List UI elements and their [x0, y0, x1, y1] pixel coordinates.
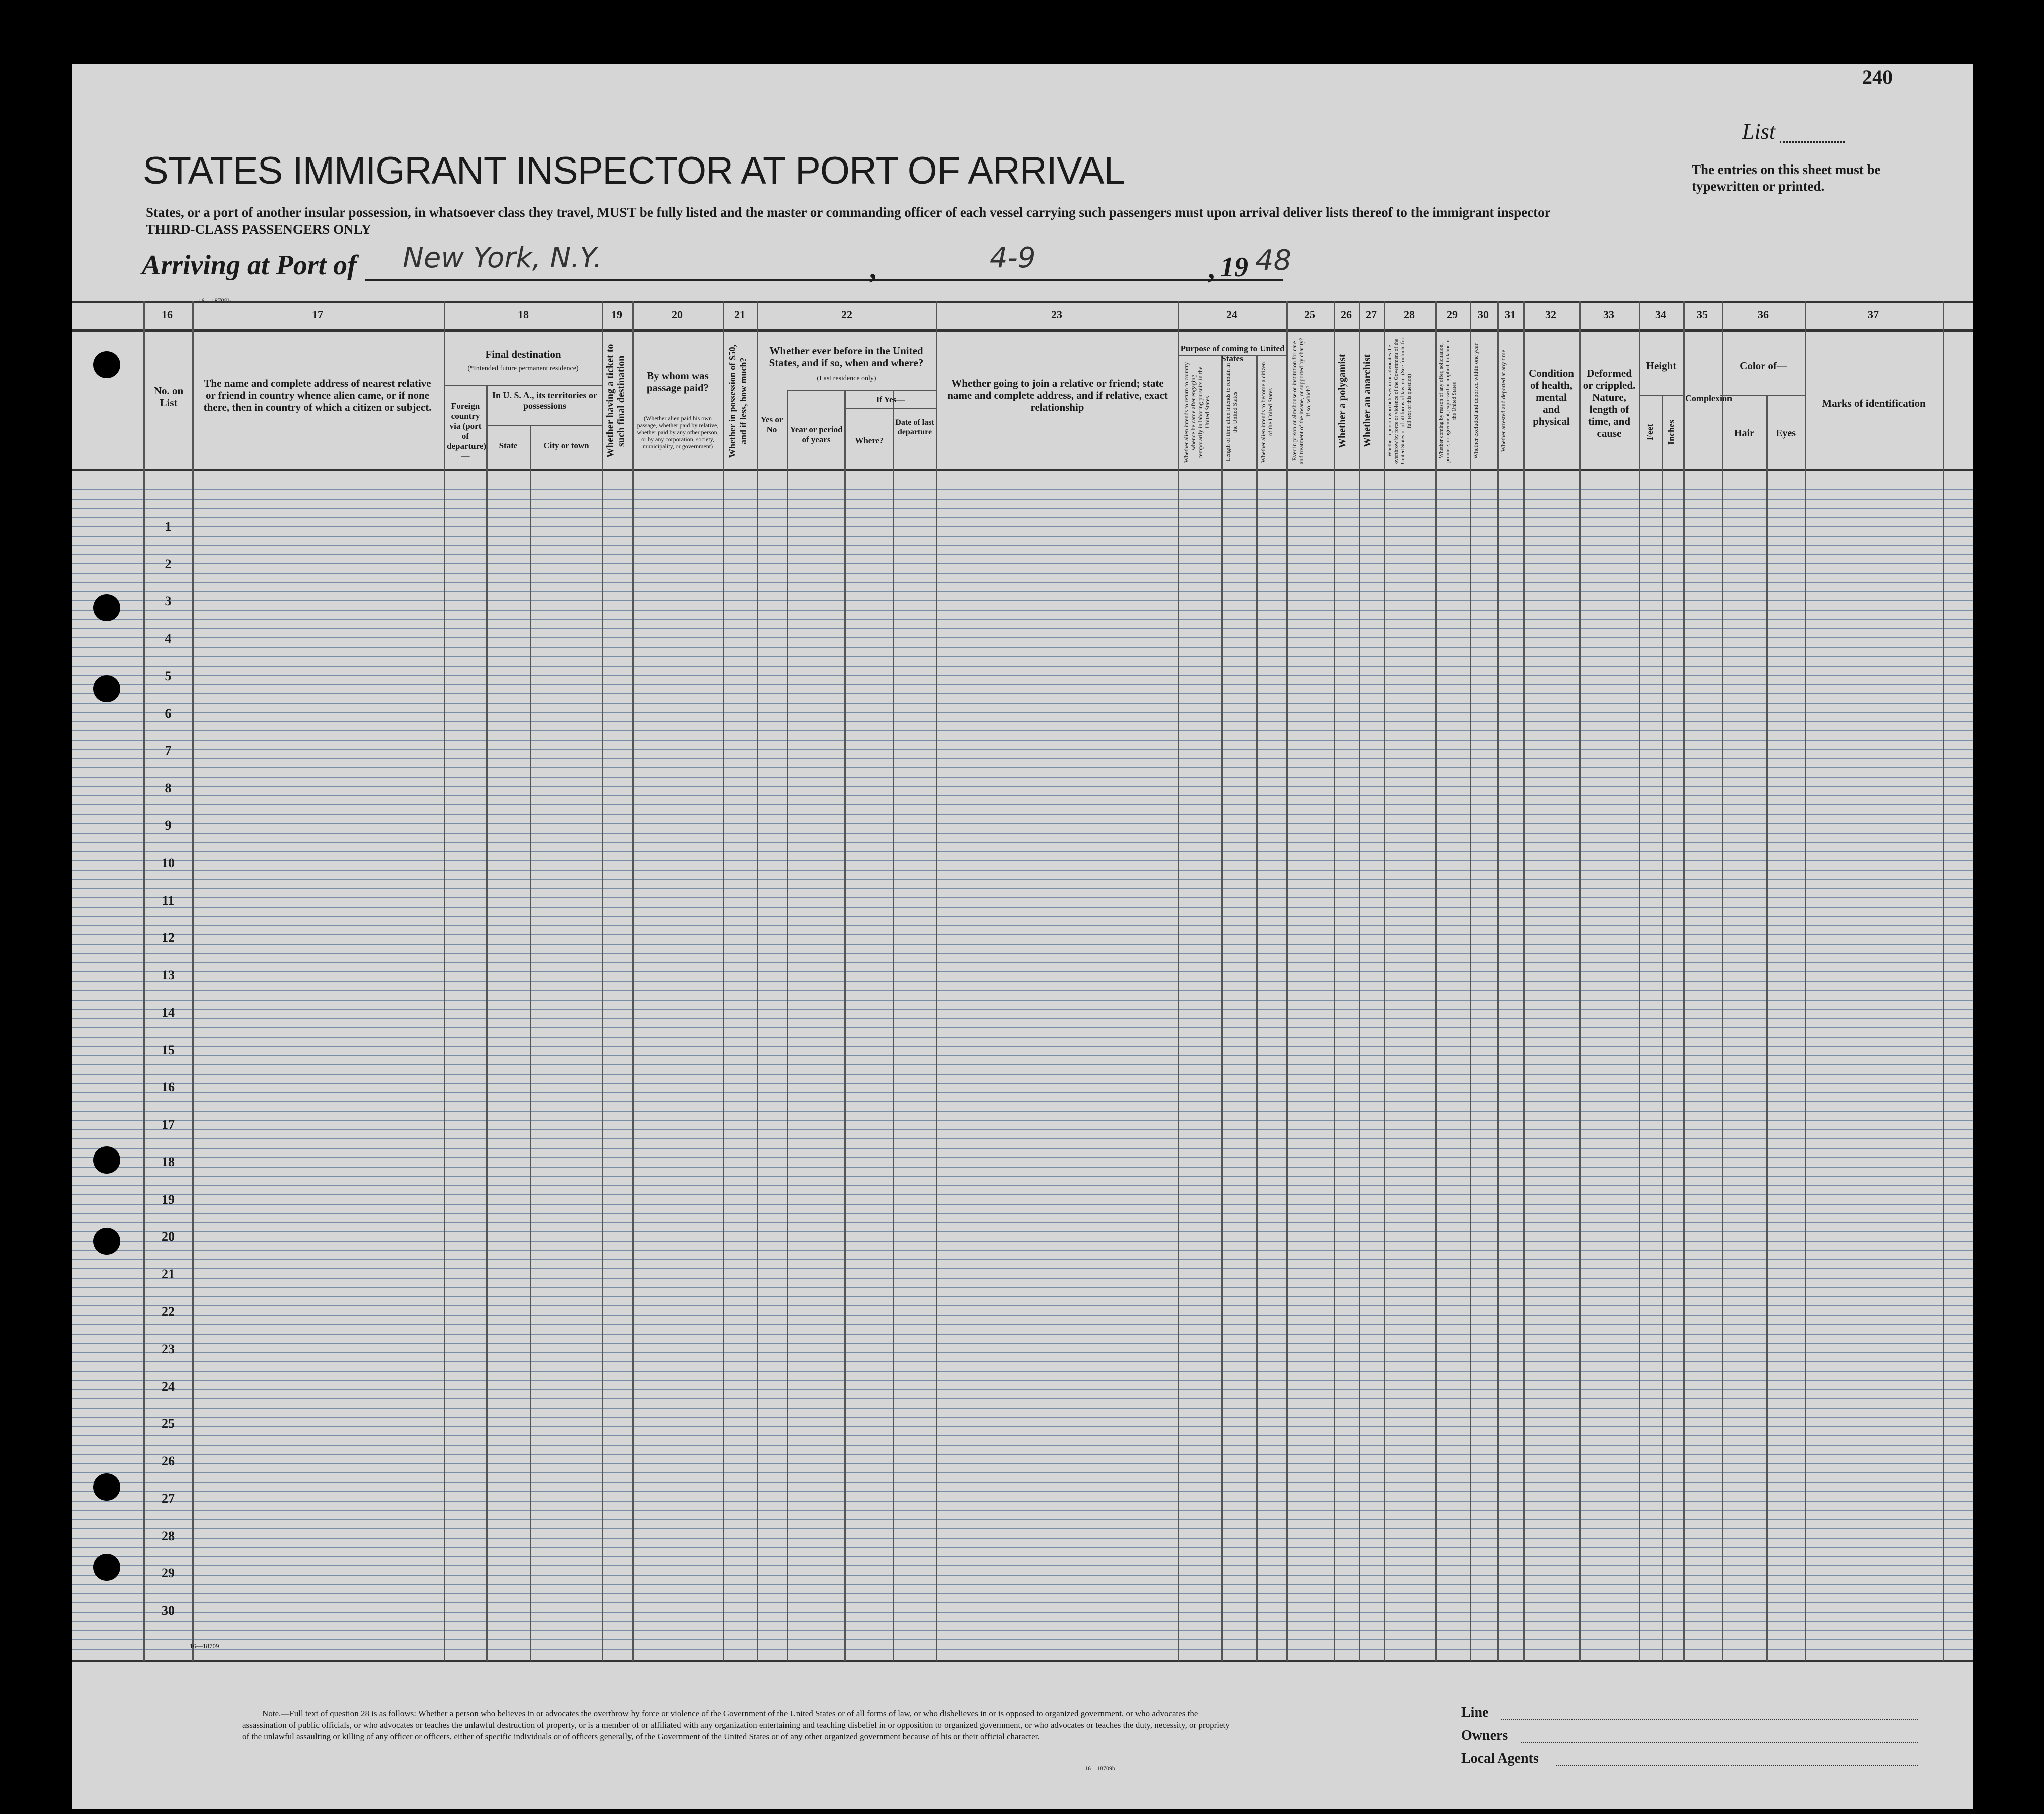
- vrule-35: [1683, 301, 1685, 1661]
- c21-header: Whether in possession of $50, and if less, how much?: [727, 344, 748, 458]
- ruled-line: [72, 962, 1973, 963]
- row-number: 25: [162, 1416, 175, 1431]
- ruled-line: [72, 1426, 1973, 1427]
- ruled-line: [72, 1435, 1973, 1436]
- c34-subrule: [1639, 395, 1683, 396]
- ruled-line: [72, 1074, 1973, 1075]
- ruled-line: [72, 925, 1973, 926]
- line-label: Line: [1461, 1705, 1489, 1720]
- ruled-line: [72, 1027, 1973, 1028]
- ruled-line: [72, 1000, 1973, 1001]
- punch-hole: [93, 675, 120, 702]
- ruled-line: [72, 1612, 1973, 1613]
- punch-hole: [93, 1146, 120, 1174]
- ruled-line: [72, 971, 1973, 972]
- column-number: 30: [1478, 308, 1489, 321]
- c18-header: Final destination: [485, 348, 561, 360]
- c34-feet: Feet: [1645, 424, 1655, 441]
- ruled-line: [72, 1556, 1973, 1557]
- vrule-18c: [530, 425, 531, 1661]
- column-number: 24: [1226, 308, 1237, 321]
- c22-yesno: Yes or No: [760, 415, 783, 434]
- ruled-line: [72, 1352, 1973, 1353]
- c34-inches: Inches: [1666, 420, 1676, 445]
- column-number: 33: [1603, 308, 1614, 321]
- ruled-line: [72, 888, 1973, 889]
- ruled-line: [72, 1510, 1973, 1511]
- vrule-16: [143, 301, 145, 1661]
- ruled-line: [72, 730, 1973, 731]
- row-number: 24: [162, 1379, 175, 1394]
- ruled-line: [72, 517, 1973, 518]
- c20-note: (Whether alien paid his own passage, whether paid by relative, whether paid by any other person, or by any corporation, society, municipality, or government): [637, 415, 719, 450]
- ruled-line: [72, 1482, 1973, 1483]
- column-number: 23: [1051, 308, 1062, 321]
- ruled-line: [72, 1491, 1973, 1492]
- vrule-22b: [787, 390, 788, 1661]
- column-number: 16: [162, 308, 173, 321]
- vrule-31: [1497, 301, 1499, 1661]
- vrule-26: [1334, 301, 1335, 1661]
- ruled-line: [72, 860, 1973, 861]
- ruled-line: [72, 1463, 1973, 1464]
- row-number: 30: [162, 1603, 175, 1618]
- vrule-24: [1178, 301, 1179, 1661]
- ruled-line: [72, 1037, 1973, 1038]
- ruled-line: [72, 1167, 1973, 1168]
- ruled-line: [72, 1046, 1973, 1047]
- vrule-27: [1359, 301, 1360, 1661]
- ruled-line: [72, 536, 1973, 537]
- ruled-line: [72, 1120, 1973, 1121]
- ruled-line: [72, 647, 1973, 648]
- vrule-29: [1435, 301, 1437, 1661]
- form-number-note: 16—18709b: [1085, 1765, 1115, 1772]
- year-prefix: 19: [1220, 252, 1248, 283]
- line-field: [1501, 1719, 1918, 1720]
- vrule-18: [444, 301, 445, 1661]
- ruled-line: [72, 591, 1973, 592]
- ruled-line: [72, 1380, 1973, 1381]
- column-number: 17: [312, 308, 323, 321]
- ruled-line: [72, 675, 1973, 676]
- column-number: 34: [1655, 308, 1666, 321]
- ruled-line: [72, 508, 1973, 509]
- c24b-header: Length of time alien intends to remain in the United States: [1224, 363, 1238, 462]
- c23-header: Whether going to join a relative or friend; state name and complete address, and if relative, exact relationship: [947, 377, 1168, 413]
- ruled-line: [72, 758, 1973, 759]
- vrule-34: [1639, 301, 1640, 1661]
- c18-state-header: State: [499, 441, 518, 450]
- vrule-23: [936, 301, 937, 1661]
- row-number: 9: [165, 818, 172, 833]
- c22-year: Year or period of years: [790, 425, 843, 444]
- ruled-line: [72, 981, 1973, 982]
- vrule-22c: [844, 390, 846, 1661]
- ruled-line: [72, 1565, 1973, 1566]
- ruled-line: [72, 656, 1973, 657]
- vrule-19: [602, 301, 603, 1661]
- ruled-line: [72, 916, 1973, 917]
- owners-label: Owners: [1461, 1728, 1508, 1743]
- form-number-top: 16—18709b: [198, 297, 231, 304]
- column-number: 22: [841, 308, 852, 321]
- column-number: 18: [518, 308, 529, 321]
- c36-subrule: [1722, 395, 1805, 396]
- ruled-line: [72, 1371, 1973, 1372]
- row-number: 8: [165, 781, 172, 795]
- ruled-line: [72, 1408, 1973, 1409]
- owners-field: [1521, 1742, 1918, 1743]
- ruled-line: [72, 1194, 1973, 1195]
- table-top-rule: [72, 301, 1973, 303]
- ruled-line: [72, 1528, 1973, 1529]
- ruled-line: [72, 1361, 1973, 1362]
- vrule-22: [757, 301, 758, 1661]
- column-number: 25: [1304, 308, 1315, 321]
- row-number: 16: [162, 1080, 175, 1094]
- ruled-line: [72, 1334, 1973, 1335]
- column-number: 27: [1366, 308, 1377, 321]
- row-number: 26: [162, 1454, 175, 1468]
- c27-header: Whether an anarchist: [1362, 354, 1373, 448]
- c35-header: Complexion: [1685, 393, 1733, 403]
- ruled-line: [72, 1287, 1973, 1288]
- ruled-line: [72, 499, 1973, 500]
- ruled-line: [72, 1639, 1973, 1640]
- c22-ifyes: If Yes—: [876, 395, 905, 404]
- manifest-sheet: [72, 64, 1973, 1809]
- c36-eyes: Eyes: [1776, 428, 1796, 439]
- vrule-34b: [1662, 395, 1663, 1661]
- row-number: 17: [162, 1117, 175, 1132]
- c24a-header: Whether alien intends to return to country whence he came after engaging temporarily in laboring pursuits in the United States: [1183, 362, 1211, 463]
- table-bottom-rule: [72, 1660, 1973, 1662]
- row-number: 21: [162, 1267, 175, 1281]
- vrule-37: [1805, 301, 1806, 1661]
- comma-1: ,: [869, 254, 876, 285]
- c36-header: Color of—: [1740, 360, 1787, 372]
- ruled-line: [72, 1575, 1973, 1576]
- column-number: 36: [1758, 308, 1769, 321]
- c31-header: Whether arrested and deported at any time: [1500, 350, 1507, 452]
- row-number: 13: [162, 968, 175, 982]
- row-number: 27: [162, 1491, 175, 1506]
- ruled-line: [72, 897, 1973, 898]
- c33-header: Deformed or crippled. Nature, length of time, and cause: [1583, 367, 1636, 439]
- c16-header: No. on List: [153, 385, 184, 409]
- c18-note: (*Intended future permanent residence): [467, 365, 579, 372]
- c18-city-header: City or town: [543, 441, 589, 450]
- ruled-line: [72, 1250, 1973, 1251]
- list-label: List: [1742, 119, 1776, 144]
- ruled-line: [72, 693, 1973, 694]
- ruled-line: [72, 1213, 1973, 1214]
- vrule-24b: [1221, 355, 1223, 1661]
- vrule-18b: [486, 385, 488, 1661]
- ruled-line: [72, 1519, 1973, 1520]
- row-number: 11: [162, 893, 175, 908]
- c22-note: (Last residence only): [817, 375, 876, 382]
- ruled-line: [72, 1454, 1973, 1455]
- c22-header: Whether ever before in the United States, and if so, when and where?: [769, 345, 924, 369]
- agents-field: [1556, 1765, 1918, 1766]
- port-handwritten: New York, N.Y.: [403, 242, 602, 274]
- ruled-line: [72, 1241, 1973, 1242]
- ruled-line: [72, 944, 1973, 945]
- c19-header: Whether having a ticket to such final destination: [605, 344, 627, 458]
- ruled-line: [72, 1584, 1973, 1585]
- agents-label: Local Agents: [1461, 1751, 1539, 1766]
- c36-hair: Hair: [1734, 428, 1754, 439]
- third-class-label: THIRD-CLASS PASSENGERS ONLY: [146, 222, 371, 237]
- vrule-36: [1722, 301, 1723, 1661]
- comma-2: ,: [1208, 254, 1215, 285]
- typewritten-note: The entries on this sheet must be typewritten or printed.: [1692, 162, 1881, 194]
- ruled-line: [72, 610, 1973, 611]
- ruled-line: [72, 1547, 1973, 1548]
- row-number: 1: [165, 519, 172, 534]
- row-number: 28: [162, 1529, 175, 1543]
- row-number: 23: [162, 1342, 175, 1356]
- ruled-line: [72, 1018, 1973, 1019]
- ruled-line: [72, 1445, 1973, 1446]
- row-number: 20: [162, 1229, 175, 1244]
- ruled-line: [72, 934, 1973, 935]
- punch-hole: [93, 594, 120, 621]
- vrule-22d: [893, 390, 894, 1661]
- c22-subrule: [787, 390, 936, 391]
- year-handwritten: 48: [1255, 244, 1292, 277]
- ruled-line: [72, 684, 1973, 685]
- date-handwritten: 4-9: [990, 242, 1036, 274]
- ruled-line: [72, 1630, 1973, 1631]
- vrule-30: [1470, 301, 1471, 1661]
- c37-header: Marks of identification: [1822, 397, 1926, 409]
- ruled-line: [72, 1324, 1973, 1325]
- ruled-line: [72, 1593, 1973, 1594]
- page-number: 240: [1862, 66, 1893, 88]
- c18-subrule: [444, 385, 602, 386]
- ruled-line: [72, 619, 1973, 620]
- row-number: 29: [162, 1566, 175, 1580]
- ruled-line: [72, 1343, 1973, 1344]
- ruled-line: [72, 1148, 1973, 1149]
- c24-header: Purpose of coming to United States: [1180, 344, 1285, 363]
- ruled-line: [72, 573, 1973, 574]
- ruled-line: [72, 1157, 1973, 1158]
- ruled-line: [72, 1138, 1973, 1139]
- column-number: 29: [1447, 308, 1458, 321]
- ruled-line: [72, 1602, 1973, 1603]
- c22-where: Where?: [855, 436, 884, 445]
- c30-header: Whether excluded and deported within one year: [1472, 343, 1479, 459]
- ruled-line: [72, 907, 1973, 908]
- ruled-line: [72, 833, 1973, 834]
- ruled-line: [72, 851, 1973, 852]
- row-number: 18: [162, 1155, 175, 1169]
- ruled-line: [72, 1101, 1973, 1102]
- column-number: 32: [1545, 308, 1556, 321]
- row-number: 10: [162, 856, 175, 870]
- ruled-line: [72, 767, 1973, 768]
- vrule-21: [723, 301, 724, 1661]
- ruled-line: [72, 1621, 1973, 1622]
- ruled-line: [72, 1268, 1973, 1269]
- ruled-line: [72, 489, 1973, 490]
- page-subtitle: States, or a port of another insular possession, in whatsoever class they travel, MUST be fully listed and the master or commanding officer of each vessel carrying such passengers must upon arrival deliver lists thereof to the immigrant inspector: [146, 205, 1551, 220]
- ruled-line: [72, 1111, 1973, 1112]
- ruled-line: [72, 1389, 1973, 1390]
- vrule-32: [1523, 301, 1525, 1661]
- ruled-line: [72, 990, 1973, 991]
- ruled-line: [72, 1009, 1973, 1010]
- c28-header: Whether a person who believes in or advocates the overthrow by force or violence of the Government of the United States or of all forms of law, etc. (See footnote for full text of this question): [1387, 337, 1412, 465]
- vrule-36b: [1766, 395, 1768, 1661]
- arriving-label: Arriving at Port of: [142, 250, 357, 281]
- question-28-note: Note.—Full text of question 28 is as follows: Whether a person who believes in or advocates the overthrow by force or violence of the Government of the United States or of all forms of law, or who disbelieves in or is opposed to organized government, or who advocates the assassination of public officials, or who advocates or teaches the unlawful destruction of property, or is a member of or affiliated with any organization entertaining and teaching disbelief in or opposition to organized government, or who advocates or teaches the duty, necessity, or propriety of the unlawful assaulting or killing of any officer or officers, either of specific individuals or of officers generally, of the Government of the United States or of any other organized government because of his or their official character.: [242, 1709, 1230, 1741]
- ruled-line: [72, 563, 1973, 564]
- column-number: 19: [611, 308, 622, 321]
- ruled-line: [72, 823, 1973, 824]
- c22-ifyes-subrule: [844, 408, 936, 409]
- ruled-line: [72, 1055, 1973, 1056]
- row-number: 12: [162, 930, 175, 945]
- ruled-line: [72, 749, 1973, 750]
- ruled-line: [72, 1185, 1973, 1186]
- column-number: 28: [1404, 308, 1415, 321]
- row-number: 14: [162, 1005, 175, 1020]
- ruled-line: [72, 545, 1973, 546]
- form-number-bottom: 16—18709: [190, 1642, 219, 1650]
- ruled-line: [72, 953, 1973, 954]
- column-number: 26: [1341, 308, 1352, 321]
- port-line: [365, 279, 945, 281]
- vrule-33: [1579, 301, 1581, 1661]
- ruled-line: [72, 703, 1973, 704]
- c34-header: Height: [1646, 360, 1677, 372]
- ruled-line: [72, 1278, 1973, 1279]
- ruled-line: [72, 1083, 1973, 1084]
- row-number: 7: [165, 743, 172, 758]
- ruled-line: [72, 1296, 1973, 1297]
- ruled-line: [72, 1231, 1973, 1232]
- vrule-28: [1384, 301, 1385, 1661]
- ruled-line: [72, 1398, 1973, 1399]
- column-number: 21: [734, 308, 745, 321]
- column-number: 35: [1697, 308, 1708, 321]
- ruled-line: [72, 721, 1973, 722]
- ruled-line: [72, 1501, 1973, 1502]
- punch-hole: [93, 351, 120, 378]
- punch-hole: [93, 1228, 120, 1255]
- row-number: 22: [162, 1304, 175, 1319]
- ruled-line: [72, 740, 1973, 741]
- ruled-line: [72, 795, 1973, 796]
- row-number: 5: [165, 669, 172, 683]
- ruled-line: [72, 804, 1973, 805]
- ruled-line: [72, 1064, 1973, 1065]
- header-bottom-rule: [72, 469, 1973, 471]
- ruled-line: [72, 1538, 1973, 1539]
- ruled-line: [72, 628, 1973, 629]
- list-number-line: [1780, 141, 1845, 143]
- column-number: 37: [1868, 308, 1879, 321]
- punch-hole: [93, 1554, 120, 1581]
- ruled-line: [72, 1417, 1973, 1418]
- c25-header: Ever in prison or almshouse or institution for care and treatment of the insane, or supported by charity? If so, which?: [1291, 338, 1312, 464]
- ruled-line: [72, 1472, 1973, 1473]
- c22-date: Date of last departure: [895, 418, 934, 436]
- vrule-25: [1286, 301, 1288, 1661]
- ruled-line: [72, 637, 1973, 638]
- ruled-line: [72, 814, 1973, 815]
- row-number: 2: [165, 557, 172, 571]
- vrule-38: [1943, 301, 1944, 1661]
- ruled-line: [72, 842, 1973, 843]
- ruled-line: [72, 870, 1973, 871]
- ruled-line: [72, 554, 1973, 555]
- row-number: 3: [165, 594, 172, 608]
- row-number: 6: [165, 706, 172, 721]
- ruled-line: [72, 526, 1973, 527]
- vrule-17: [192, 301, 194, 1661]
- c17-header: The name and complete address of nearest relative or friend in country whence alien came, or if none there, then in country of which a citizen or subject.: [203, 377, 432, 413]
- row-number: 19: [162, 1192, 175, 1207]
- punch-hole: [93, 1473, 120, 1501]
- c29-header: Whether coming by reason of any offer, solicitation, promise, or agreement, expressed or implied, to labor in the United States: [1438, 339, 1457, 463]
- ruled-line: [72, 1204, 1973, 1205]
- c26-header: Whether a polygamist: [1337, 354, 1348, 448]
- ruled-line: [72, 1305, 1973, 1306]
- column-number: 31: [1505, 308, 1516, 321]
- row-number: 15: [162, 1043, 175, 1057]
- ruled-line: [72, 712, 1973, 713]
- ruled-line: [72, 777, 1973, 778]
- ruled-line: [72, 1092, 1973, 1093]
- ruled-line: [72, 879, 1973, 880]
- c20-header: By whom was passage paid?: [646, 370, 709, 394]
- c18-usa-subrule: [486, 425, 602, 426]
- ruled-line: [72, 1176, 1973, 1177]
- c32-header: Condition of health, mental and physical: [1529, 367, 1574, 427]
- row-number: 4: [165, 631, 172, 646]
- ruled-line: [72, 1259, 1973, 1260]
- ruled-line: [72, 1129, 1973, 1130]
- ruled-line: [72, 582, 1973, 583]
- vrule-24c: [1256, 355, 1258, 1661]
- vrule-20: [632, 301, 634, 1661]
- colnum-rule: [72, 329, 1973, 332]
- c18-foreign-header: Foreign country via (port of departure)—: [447, 401, 487, 461]
- ruled-line: [72, 1649, 1973, 1650]
- ruled-line: [72, 600, 1973, 601]
- ruled-line: [72, 1315, 1973, 1316]
- c18-usa-header: In U. S. A., its territories or possessions: [492, 390, 597, 411]
- c24c-header: Whether alien intends to become a citizen of the United States: [1260, 362, 1274, 463]
- page-title: STATES IMMIGRANT INSPECTOR AT PORT OF ARRIVAL: [143, 149, 1125, 192]
- column-number: 20: [672, 308, 683, 321]
- ruled-line: [72, 786, 1973, 787]
- ruled-line: [72, 1222, 1973, 1223]
- ruled-line: [72, 666, 1973, 667]
